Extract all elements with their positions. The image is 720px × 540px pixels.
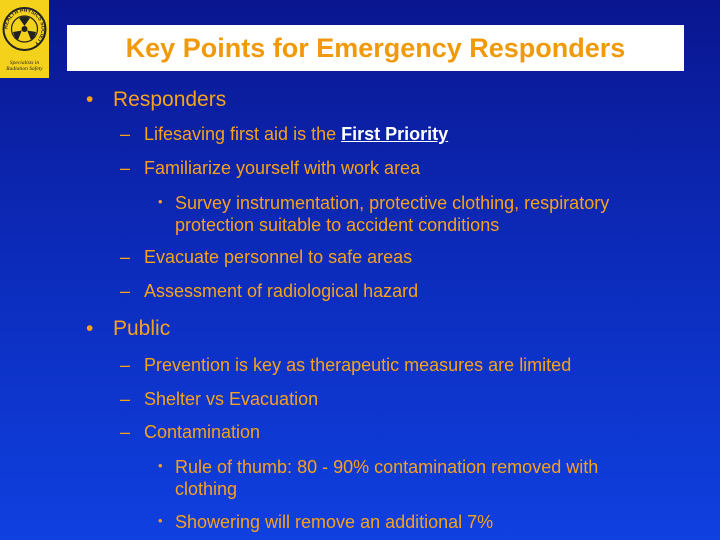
survey-line1: Survey instrumentation, protective clothing, respiratory bbox=[175, 193, 610, 213]
sub-sub-bullet-text: Showering will remove an additional 7% bbox=[175, 512, 494, 532]
slide-title: Key Points for Emergency Responders bbox=[125, 33, 626, 63]
dash-marker: – bbox=[120, 124, 131, 144]
logo-tagline-line1: Specialists in bbox=[9, 60, 40, 66]
bullet-marker: • bbox=[86, 88, 94, 111]
dot-marker: • bbox=[158, 458, 163, 473]
bullet-text: Public bbox=[113, 317, 171, 340]
title-banner bbox=[67, 25, 684, 71]
first-aid-text: Lifesaving first aid is the bbox=[144, 124, 342, 144]
bullet-text: Responders bbox=[113, 88, 227, 111]
sub-bullet-text: Evacuate personnel to safe areas bbox=[144, 247, 413, 267]
sub-bullet-text: Contamination bbox=[144, 422, 261, 442]
bullet-marker: • bbox=[86, 317, 94, 340]
dash-marker: – bbox=[120, 158, 131, 178]
first-priority-emphasis: First Priority bbox=[341, 124, 449, 144]
society-seal-icon bbox=[2, 2, 47, 58]
rule-line2: clothing bbox=[175, 479, 238, 499]
dash-marker: – bbox=[120, 247, 131, 267]
society-logo bbox=[0, 0, 49, 78]
dash-marker: – bbox=[120, 422, 131, 442]
sub-bullet-text bbox=[144, 124, 448, 145]
dash-marker: – bbox=[120, 355, 131, 375]
logo-ring-text: HEALTH PHYSICS SOCIETY bbox=[3, 7, 46, 47]
sub-bullet-text: Assessment of radiological hazard bbox=[144, 281, 419, 301]
rule-line1: Rule of thumb: 80 - 90% contamination removed with bbox=[175, 457, 599, 477]
sub-bullet-text: Prevention is key as therapeutic measures are limited bbox=[144, 355, 572, 375]
survey-line2: protection suitable to accident conditions bbox=[175, 215, 500, 235]
dot-marker: • bbox=[158, 513, 163, 528]
dash-marker: – bbox=[120, 389, 131, 409]
sub-bullet-text: Familiarize yourself with work area bbox=[144, 158, 421, 178]
dash-marker: – bbox=[120, 281, 131, 301]
logo-tagline-line2: Radiation Safety bbox=[6, 66, 43, 72]
sub-bullet-text: Shelter vs Evacuation bbox=[144, 389, 319, 409]
dot-marker: • bbox=[158, 194, 163, 209]
